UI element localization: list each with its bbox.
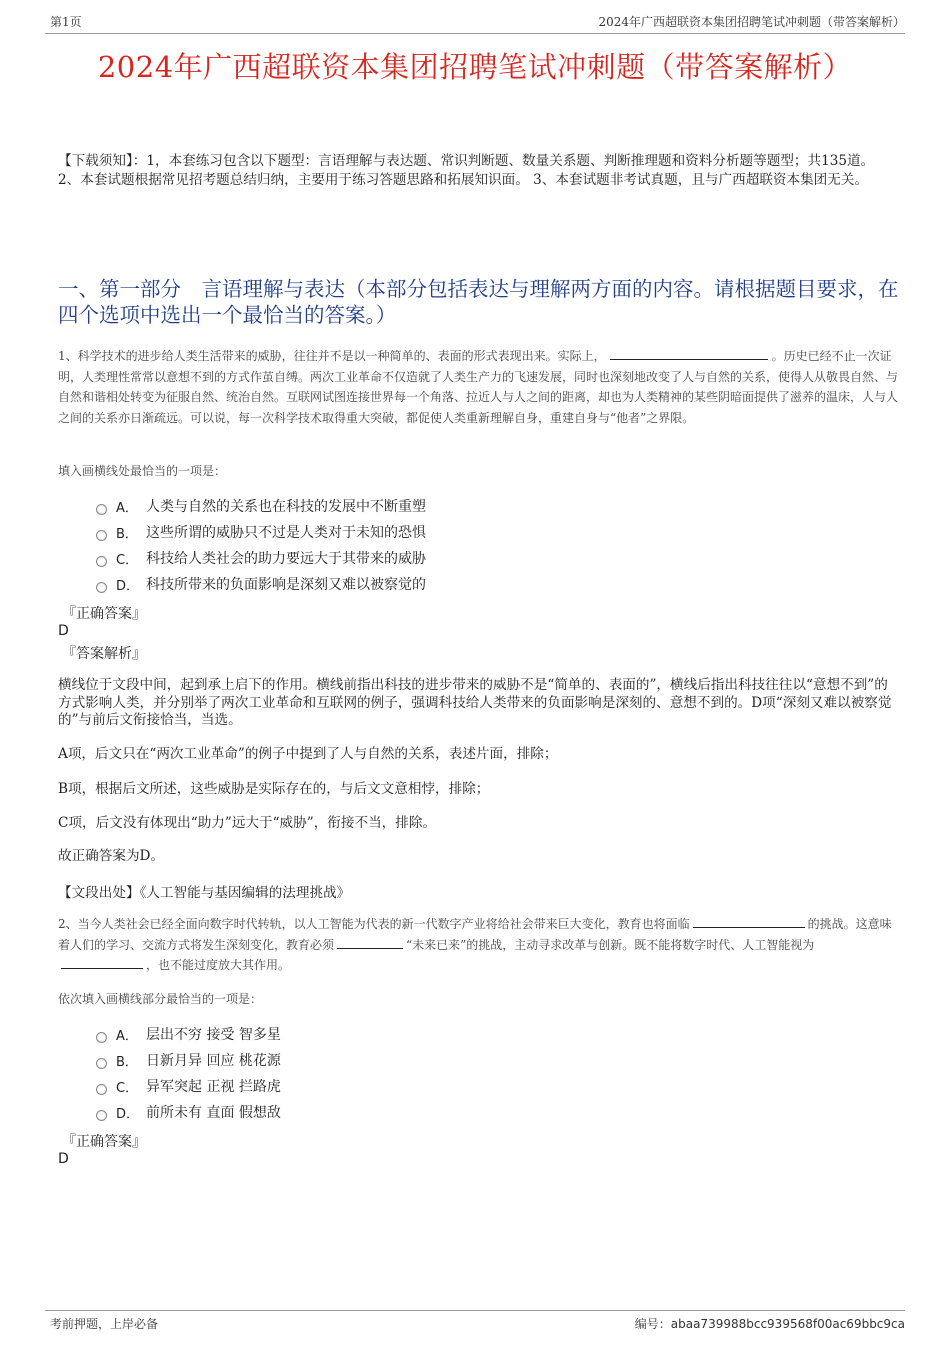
fill-blank	[61, 956, 143, 969]
radio-icon[interactable]	[96, 582, 107, 593]
analysis-paragraph: B项，根据后文所述，这些威胁是实际存在的，与后文文意相悖，排除；	[58, 781, 490, 797]
question-2-option-d[interactable]	[96, 1100, 281, 1124]
question-1-option-c[interactable]	[96, 546, 426, 570]
radio-icon[interactable]	[96, 556, 107, 567]
analysis-paragraph: A项，后文只在“两次工业革命”的例子中提到了人与自然的关系，表述片面，排除；	[58, 746, 558, 762]
option-letter: A．	[116, 500, 138, 516]
question-1-text-part-a: 1、科学技术的进步给人类生活带来的威胁，往往并不是以一种简单的、表面的形式表现出来。实际上，	[58, 349, 606, 363]
question-1-option-a[interactable]	[96, 494, 426, 518]
radio-icon[interactable]	[96, 1032, 107, 1043]
option-letter: D．	[116, 1106, 140, 1122]
question-2-option-a[interactable]	[96, 1022, 281, 1046]
analysis-conclusion: 故正确答案为D。	[58, 848, 165, 864]
question-2-option-c[interactable]	[96, 1074, 281, 1098]
analysis-paragraph: C项，后文没有体现出“助力”远大于“威胁”，衔接不当，排除。	[58, 815, 437, 831]
question-1-option-d[interactable]	[96, 572, 426, 596]
correct-answer-label: 『正确答案』	[62, 1134, 146, 1150]
radio-icon[interactable]	[96, 530, 107, 541]
question-1-prompt: 填入画横线处最恰当的一项是：	[58, 464, 227, 478]
section-heading: 一、第一部分 言语理解与表达（本部分包括表达与理解两方面的内容。请根据题目要求，在四个选项中选出一个最恰当的答案。）	[58, 277, 899, 327]
question-2-text-part-d: ，也不能过度放大其作用。	[146, 958, 291, 972]
option-text: 异军突起 正视 拦路虎	[146, 1079, 281, 1095]
document-code	[635, 1315, 905, 1332]
footer-slogan: 考前押题，上岸必备	[50, 1317, 159, 1331]
document-code-label: 编号：	[634, 1317, 671, 1331]
radio-icon[interactable]	[96, 1110, 107, 1121]
option-text: 层出不穷 接受 智多星	[146, 1027, 281, 1043]
radio-icon[interactable]	[96, 1084, 107, 1095]
document-code-value: abaa739988bcc939568f00ac69bbc9ca	[670, 1317, 905, 1331]
radio-icon[interactable]	[96, 1058, 107, 1069]
fill-blank	[693, 915, 805, 928]
question-2-option-b[interactable]	[96, 1048, 281, 1072]
answer-analysis-label: 『答案解析』	[62, 646, 146, 662]
fill-blank	[337, 936, 403, 949]
question-1-text	[58, 346, 900, 428]
fill-blank	[610, 347, 768, 360]
option-letter: A．	[116, 1028, 138, 1044]
option-text: 日新月异 回应 桃花源	[146, 1053, 281, 1069]
option-text: 人类与自然的关系也在科技的发展中不断重塑	[146, 499, 426, 515]
option-text: 科技给人类社会的助力要远大于其带来的威胁	[146, 551, 426, 567]
question-2-text-part-c: “未来已来”的挑战，主动寻求改革与创新。既不能将数字时代、人工智能视为	[406, 937, 815, 952]
option-letter: C．	[116, 552, 139, 568]
question-1-option-b[interactable]	[96, 520, 426, 544]
option-letter: D．	[116, 578, 140, 594]
download-notice: 【下载须知】：1，本套练习包含以下题型：言语理解与表达题、常识判断题、数量关系题、判断推理题和资料分析题等题型；共135道。 2、本套试题根据常见招考题总结归纳，主要用于练习答题思路和拓展知识面。 3、本套试题非考试真题，且与广西超联资本集团无关。	[58, 153, 875, 188]
question-2-text-part-b: 的挑战。这意味着人们的学习、交流方式将发生深刻变化，教育必须	[58, 917, 892, 952]
correct-answer: D	[58, 623, 69, 639]
document-title: 2024年广西超联资本集团招聘笔试冲刺题（带答案解析）	[97, 50, 853, 84]
option-letter: B．	[116, 1054, 138, 1070]
question-2-text	[58, 914, 900, 976]
question-1-text-part-b: 。历史已经不止一次证明，人类理性常常以意想不到的方式作茧自缚。两次工业革命不仅造就了人类生产力的飞速发展，同时也深刻地改变了人与自然的关系，使得人从敬畏自然、与自然和谐相处转变为征服自然、统治自然。互联网试图连接世界每一个角落、拉近人与人之间的距离，却也为人类精神的某些阴暗面提供了滋养的温床，人与人之间的关系亦日渐疏远。可以说，每一次科学技术取得重大突破，都促使人类重新理解自身，重建自身与“他者”之界限。	[58, 349, 899, 425]
page-number: 第1页	[50, 15, 82, 29]
radio-icon[interactable]	[96, 504, 107, 515]
option-text: 前所未有 直面 假想敌	[146, 1105, 281, 1121]
footer-divider	[45, 1310, 905, 1311]
option-letter: C．	[116, 1080, 139, 1096]
running-header-title: 2024年广西超联资本集团招聘笔试冲刺题（带答案解析）	[598, 15, 905, 29]
option-text: 这些所谓的威胁只不过是人类对于未知的恐惧	[146, 525, 426, 541]
header-divider	[45, 33, 905, 34]
passage-source: 【文段出处】《人工智能与基因编辑的法理挑战》	[58, 885, 351, 901]
analysis-paragraph: 横线位于文段中间，起到承上启下的作用。横线前指出科技的进步带来的威胁不是“简单的、表面的”，横线后指出科技往往以“意想不到”的方式影响人类，并分别举了两次工业革命和互联网的例子，强调科技给人类带来的负面影响是深刻的、意想不到的。D项“深刻又难以被察觉的”与前后文衔接恰当，当选。	[58, 677, 892, 728]
option-text: 科技所带来的负面影响是深刻又难以被察觉的	[146, 577, 426, 593]
correct-answer: D	[58, 1151, 69, 1167]
option-letter: B．	[116, 526, 138, 542]
question-2-text-part-a: 2、当今人类社会已经全面向数字时代转轨，以人工智能为代表的新一代数字产业将给社会带来巨大变化，教育也将面临	[58, 917, 690, 931]
correct-answer-label: 『正确答案』	[62, 606, 146, 622]
question-2-prompt: 依次填入画横线部分最恰当的一项是：	[58, 992, 263, 1006]
